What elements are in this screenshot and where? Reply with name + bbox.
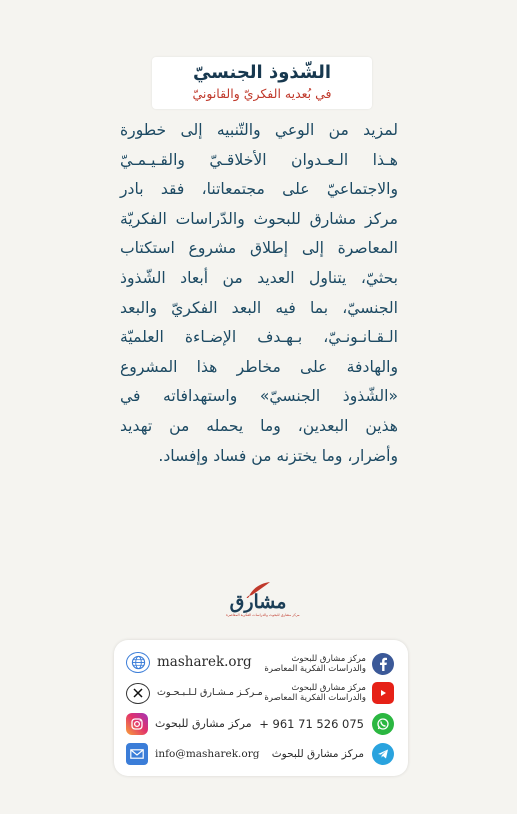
telegram-icon xyxy=(372,743,394,765)
blurb-line: والهادفة على مخاطر هذا المشروع xyxy=(120,357,398,376)
blurb-line: والاجتماعيّ على مجتمعاتنا، فقد بادر xyxy=(120,180,398,199)
blurb-line: الـقـانـونـيّ، بـهـدف الإضـاءة العلميّة xyxy=(120,328,398,347)
facebook-label-line2: والدراسات الفكرية المعاصرة xyxy=(264,664,366,674)
whatsapp-number: + 961 71 526 075 xyxy=(259,717,364,731)
youtube-contact[interactable] xyxy=(264,680,394,706)
youtube-icon xyxy=(372,682,394,704)
facebook-contact[interactable] xyxy=(264,651,394,677)
youtube-label-line1: مركز مشارق للبحوث xyxy=(291,683,366,693)
logo-wordmark: مشارق xyxy=(229,591,287,613)
blurb-line: «الشّذوذ الجنسيّ» واستهدافاته في xyxy=(120,387,398,406)
blurb-line: مركز مشارق للبحوث والدّراسات الفكريّة xyxy=(120,209,398,228)
email-contact[interactable] xyxy=(126,741,259,767)
whatsapp-icon xyxy=(372,713,394,735)
instagram-label: مركز مشارق للبحوث xyxy=(155,717,252,730)
telegram-contact[interactable] xyxy=(272,741,394,767)
email-icon xyxy=(126,743,148,765)
telegram-label: مركز مشارق للبحوث xyxy=(271,748,364,760)
blurb-line: بحثيّ، يتناول العديد من أبعاد الشّذوذ xyxy=(120,268,398,287)
facebook-label-line1: مركز مشارق للبحوث xyxy=(291,654,366,664)
website-contact[interactable] xyxy=(126,649,252,675)
blurb-line: وأضرار، وما يختزنه من فساد وإفساد. xyxy=(158,446,398,465)
x-label: مـركـز مـشـارق لـلـبـحـوث xyxy=(157,687,263,698)
instagram-contact[interactable] xyxy=(126,711,252,737)
whatsapp-contact[interactable] xyxy=(259,711,394,737)
contact-card xyxy=(114,640,408,776)
blurb-line: لمزيد من الوعي والتّنبيه إلى خطورة xyxy=(120,121,398,139)
youtube-label xyxy=(264,683,366,703)
book-subtitle: في بُعديه الفكريّ والقانونيّ xyxy=(192,86,332,101)
globe-icon xyxy=(126,652,150,673)
blurb-line: المعاصرة إلى إطلاق مشروع استكتاب xyxy=(120,239,398,258)
email-address: info@masharek.org xyxy=(155,748,260,760)
facebook-label xyxy=(264,654,366,674)
x-icon xyxy=(126,683,150,704)
blurb-paragraph xyxy=(120,116,398,471)
blurb-line: الجنسيّ، بما فيه البعد الفكريّ والبعد xyxy=(120,298,398,317)
blurb-line: هذين البعدين، وما يحمله من تهديد xyxy=(120,416,398,435)
book-title: الشّذوذ الجنسيّ xyxy=(192,62,332,83)
facebook-icon xyxy=(372,653,394,675)
youtube-label-line2: والدراسات الفكرية المعاصرة xyxy=(264,693,366,703)
instagram-icon xyxy=(126,713,148,735)
title-box xyxy=(152,57,372,109)
blurb-line: هـذا الـعـدوان الأخلاقـيّ والقـيـمـيّ xyxy=(120,150,398,169)
logo-tagline: مركز مشارق للبحوث والدراسات الفكرية المعاصرة xyxy=(226,613,300,617)
x-contact[interactable] xyxy=(126,680,263,706)
website-url: masharek.org xyxy=(157,654,252,670)
masharek-logo xyxy=(226,580,300,640)
